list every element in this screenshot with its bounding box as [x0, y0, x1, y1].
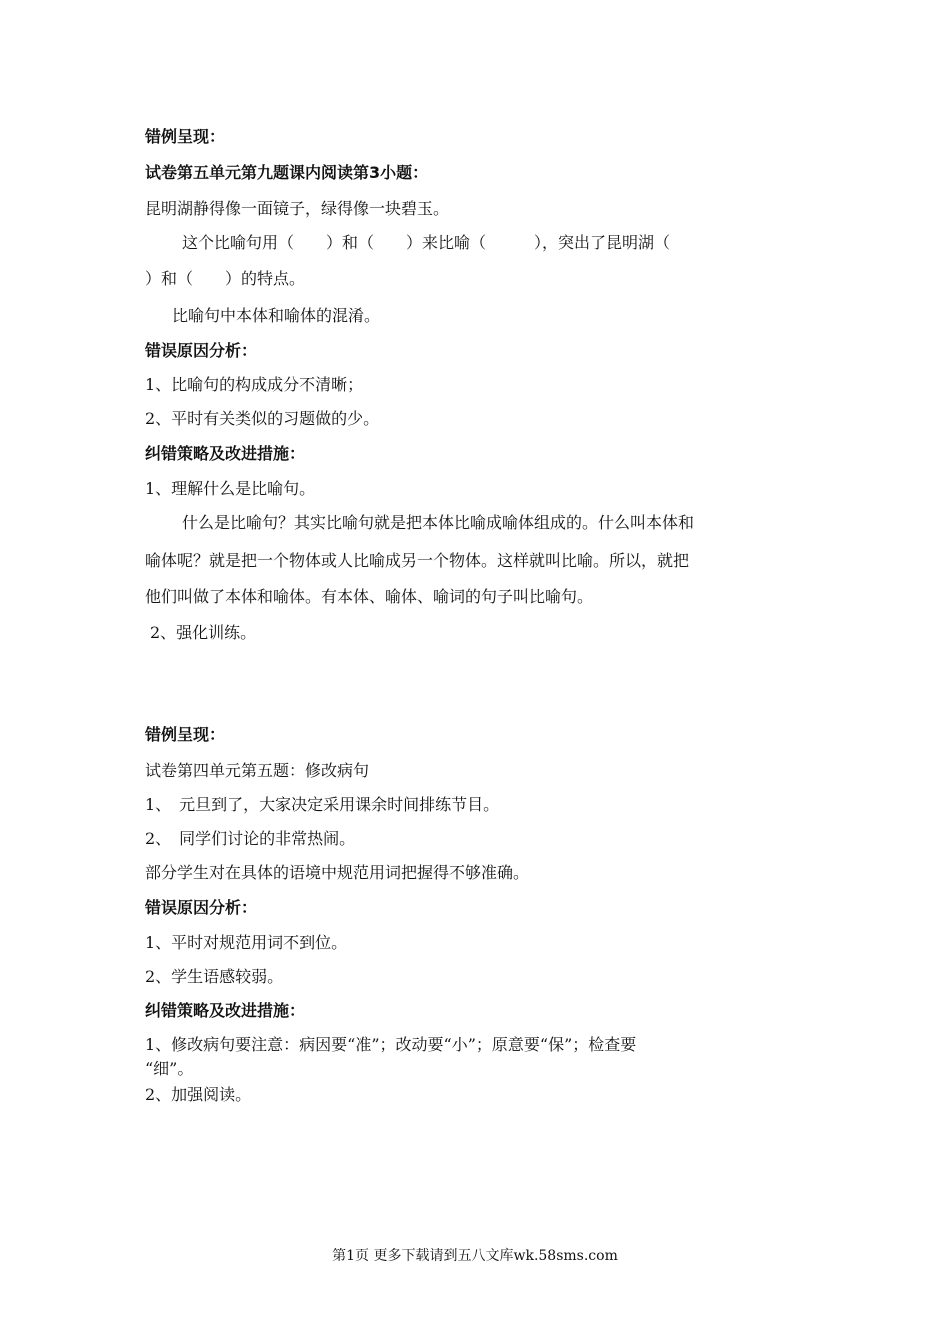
section1-strategy-heading: 纠错策略及改进措施：	[145, 444, 306, 463]
section1-heading: 错例呈现：	[145, 127, 226, 146]
section2-strategy-heading: 纠错策略及改进措施：	[145, 1001, 306, 1020]
section2-strategy-item-2: 2、加强阅读。	[145, 1085, 252, 1104]
section2-heading: 错例呈现：	[145, 725, 226, 744]
section1-strategy-item-1: 1、理解什么是比喻句。	[145, 479, 316, 498]
section1-strategy-item-2: 2、强化训练。	[150, 623, 257, 642]
section2-subheading: 试卷第四单元第五题：修改病句	[145, 761, 370, 780]
section2-analysis-item-1: 1、平时对规范用词不到位。	[145, 933, 348, 952]
section1-analysis-item-2: 2、平时有关类似的习题做的少。	[145, 409, 380, 428]
section2-strategy-item-1-line2: “细”。	[145, 1059, 194, 1078]
section1-explanation-line-1: 什么是比喻句？其实比喻句就是把本体比喻成喻体组成的。什么叫本体和	[182, 513, 695, 532]
section1-analysis-item-1: 1、比喻句的构成成分不清晰；	[145, 375, 364, 394]
section1-explanation-line-3: 他们叫做了本体和喻体。有本体、喻体、喻词的句子叫比喻句。	[145, 587, 594, 606]
section2-error-note: 部分学生对在具体的语境中规范用词把握得不够准确。	[145, 863, 530, 882]
section1-question-line2: ）和（ ）的特点。	[145, 269, 306, 288]
section1-explanation-line-2: 喻体呢？就是把一个物体或人比喻成另一个物体。这样就叫比喻。所以，就把	[145, 551, 690, 570]
section1-error-note: 比喻句中本体和喻体的混淆。	[172, 306, 381, 325]
section2-analysis-heading: 错误原因分析：	[145, 898, 258, 917]
section2-item-1: 1、 元旦到了，大家决定采用课余时间排练节目。	[145, 795, 500, 814]
section1-question-line1: 这个比喻句用（ ）和（ ）来比喻（ ），突出了昆明湖（	[182, 233, 671, 252]
section1-sentence: 昆明湖静得像一面镜子，绿得像一块碧玉。	[145, 199, 450, 218]
section2-strategy-item-1-line1: 1、修改病句要注意：病因要“准”；改动要“小”；原意要“保”；检查要	[145, 1035, 637, 1054]
section2-item-2: 2、 同学们讨论的非常热闹。	[145, 829, 356, 848]
section1-subheading: 试卷第五单元第九题课内阅读第3小题：	[145, 163, 429, 182]
page-footer: 第1页 更多下载请到五八文库wk.58sms.com	[332, 1248, 618, 1264]
section1-analysis-heading: 错误原因分析：	[145, 341, 258, 360]
section2-analysis-item-2: 2、学生语感较弱。	[145, 967, 284, 986]
